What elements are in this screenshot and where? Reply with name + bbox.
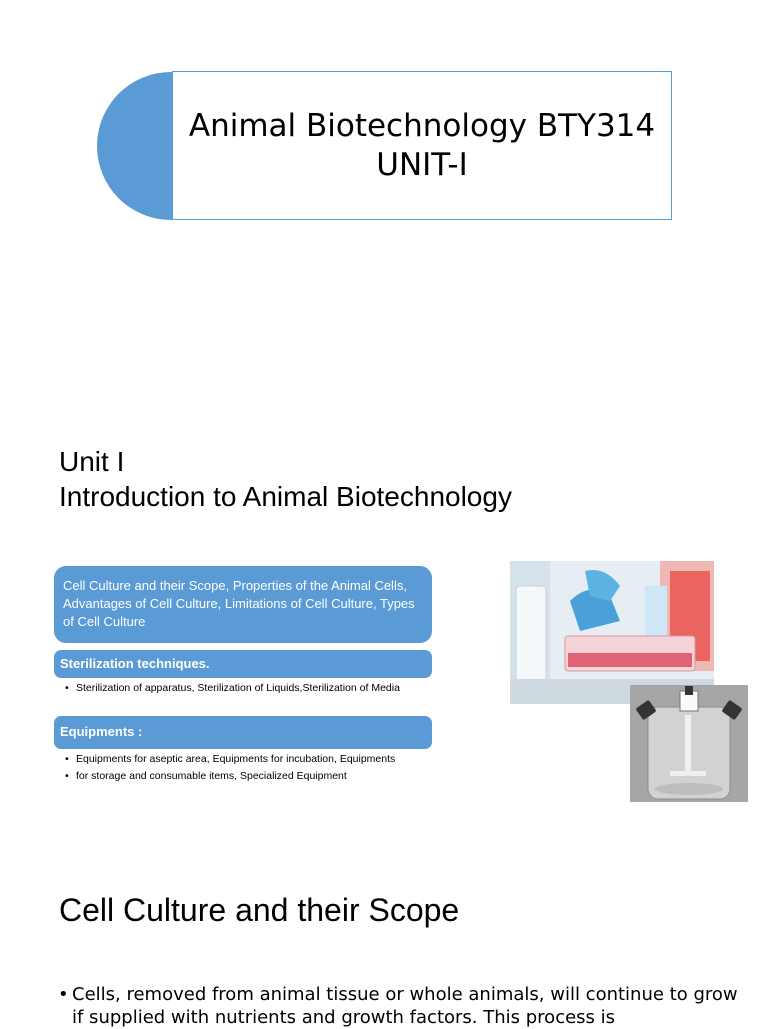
lab-photo: [510, 561, 714, 704]
list-item: • Cells, removed from animal tissue or whole animals, will continue to grow if supplied with nutrients and growth factors. This process is: [58, 983, 748, 1029]
equipments-list: [65, 752, 425, 786]
title-line-2: UNIT-I: [376, 146, 468, 183]
unit-heading-line-2: Introduction to Animal Biotechnology: [59, 481, 512, 512]
unit-heading-line-1: Unit I: [59, 446, 125, 477]
body-bullet-list: [58, 983, 748, 1029]
sterilization-bar: Sterilization techniques.: [54, 650, 432, 678]
list-item: • for storage and consumable items, Specialized Equipment: [65, 769, 425, 783]
section-heading: Cell Culture and their Scope: [59, 892, 460, 928]
bottle-photo: [630, 685, 748, 802]
sterilization-list: [65, 681, 425, 698]
topics-box: Cell Culture and their Scope, Properties of the Animal Cells, Advantages of Cell Culture, Limitations of Cell Culture, Types of Cell Culture: [54, 566, 432, 643]
equipments-bar: Equipments :: [54, 716, 432, 749]
title-box: [172, 71, 672, 220]
unit-heading: [59, 444, 512, 514]
list-item: • Equipments for aseptic area, Equipments for incubation, Equipments: [65, 752, 425, 766]
title-line-1: Animal Biotechnology BTY314: [188, 107, 656, 144]
list-item: • Sterilization of apparatus, Sterilization of Liquids,Sterilization of Media: [65, 681, 425, 695]
